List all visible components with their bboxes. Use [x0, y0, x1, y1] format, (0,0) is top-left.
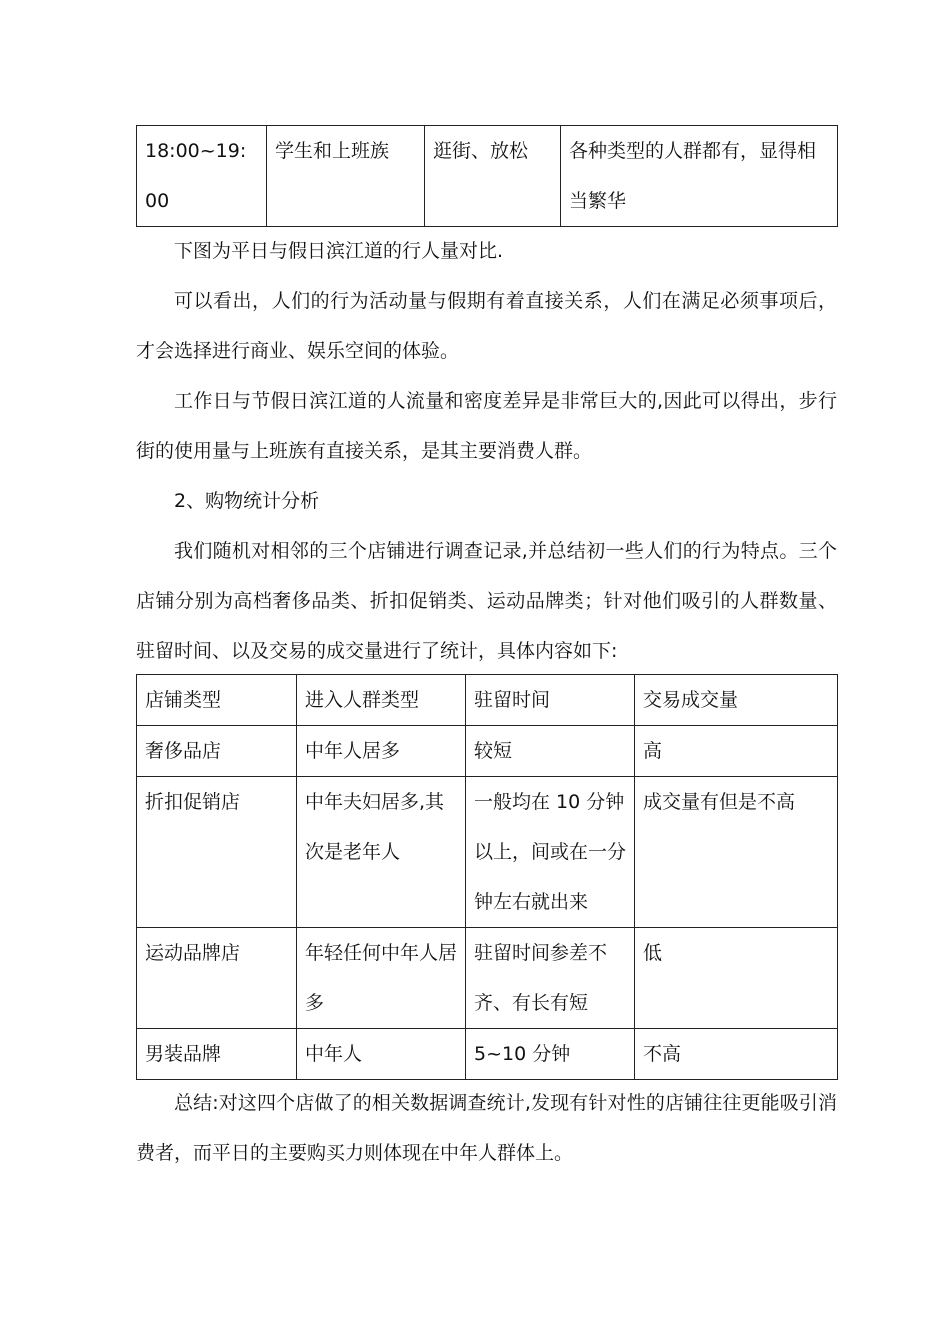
table-cell: 中年人 — [297, 1029, 466, 1080]
column-header: 驻留时间 — [466, 675, 635, 726]
column-header: 交易成交量 — [635, 675, 838, 726]
paragraph: 工作日与节假日滨江道的人流量和密度差异是非常巨大的,因此可以得出，步行街的使用量与上班族有直接关系，是其主要消费人群。 — [136, 390, 837, 462]
paragraph: 总结:对这四个店做了的相关数据调查统计,发现有针对性的店铺往往更能吸引消费者，而平日的主要购买力则体现在中年人群体上。 — [136, 1092, 837, 1164]
column-header: 进入人群类型 — [297, 675, 466, 726]
table-cell: 运动品牌店 — [137, 928, 297, 1029]
paragraph: 我们随机对相邻的三个店铺进行调查记录,并总结初一些人们的行为特点。三个店铺分别为高档奢侈品类、折扣促销类、运动品牌类；针对他们吸引的人群数量、驻留时间、以及交易的成交量进行了统计，具体内容如下: — [136, 540, 837, 662]
table-cell: 各种类型的人群都有，显得相当繁华 — [561, 126, 838, 227]
table-cell: 中年夫妇居多,其次是老年人 — [297, 777, 466, 928]
section-heading: 2、购物统计分析 — [174, 490, 320, 512]
paragraph: 下图为平日与假日滨江道的行人量对比. — [174, 240, 504, 262]
table-cell: 驻留时间参差不齐、有长有短 — [466, 928, 635, 1029]
table-cell: 成交量有但是不高 — [635, 777, 838, 928]
table-cell: 学生和上班族 — [267, 126, 425, 227]
table-cell: 折扣促销店 — [137, 777, 297, 928]
table-cell: 不高 — [635, 1029, 838, 1080]
table-header-row — [137, 675, 838, 726]
table-row — [137, 1029, 838, 1080]
shop-statistics-table — [136, 674, 838, 1080]
table-cell: 男装品牌 — [137, 1029, 297, 1080]
table-row — [137, 777, 838, 928]
table-cell: 中年人居多 — [297, 726, 466, 777]
table-row — [137, 726, 838, 777]
time-crowd-table — [136, 125, 838, 227]
table-row — [137, 126, 838, 227]
table-cell: 18:00~19:00 — [137, 126, 267, 227]
table-cell: 奢侈品店 — [137, 726, 297, 777]
table-cell: 低 — [635, 928, 838, 1029]
table-cell: 逛街、放松 — [425, 126, 561, 227]
table-cell: 5~10 分钟 — [466, 1029, 635, 1080]
column-header: 店铺类型 — [137, 675, 297, 726]
table-row — [137, 928, 838, 1029]
table-cell: 较短 — [466, 726, 635, 777]
table-cell: 一般均在 10 分钟以上，间或在一分钟左右就出来 — [466, 777, 635, 928]
table-cell: 高 — [635, 726, 838, 777]
paragraph: 可以看出，人们的行为活动量与假期有着直接关系，人们在满足必须事项后，才会选择进行商业、娱乐空间的体验。 — [136, 290, 837, 362]
table-cell: 年轻任何中年人居多 — [297, 928, 466, 1029]
